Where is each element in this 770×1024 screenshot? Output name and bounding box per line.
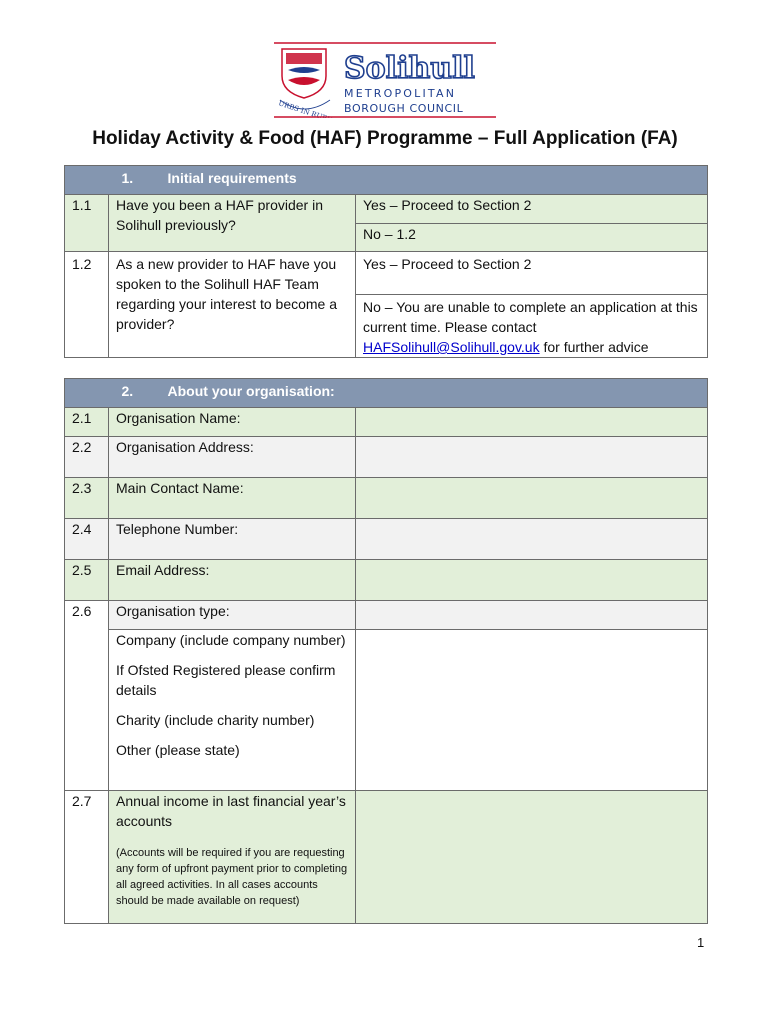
option-other: Other (please state): [116, 742, 240, 758]
email-address-field[interactable]: [356, 560, 708, 601]
option-company: Company (include company number): [116, 632, 346, 648]
table-row: 2.2 Organisation Address:: [65, 437, 708, 478]
table-row: 2.4 Telephone Number:: [65, 519, 708, 560]
page-number: 1: [697, 935, 705, 950]
table-row: 2.1 Organisation Name:: [65, 408, 708, 437]
council-crest-icon: [274, 42, 496, 118]
table-row: 1.2 As a new provider to HAF have you spoken to the Solihull HAF Team regarding your interest to become a provider? Yes – Proceed to Section 2: [65, 252, 708, 295]
section-1-table: [64, 165, 708, 358]
svg-text:URBS IN RURE: URBS IN RURE: [277, 99, 334, 118]
answer-no-option: No – You are unable to complete an application at this current time. Please contact HAFSolihull@Solihull.gov.uk for further advice: [356, 295, 708, 358]
answer-yes-option[interactable]: Yes – Proceed to Section 2: [356, 195, 708, 224]
answer-yes-option[interactable]: Yes – Proceed to Section 2: [356, 252, 708, 295]
question-1-1: Have you been a HAF provider in Solihull previously?: [109, 195, 356, 252]
table-row: 2.3 Main Contact Name:: [65, 478, 708, 519]
section-1-header: 1. Initial requirements: [65, 166, 708, 195]
svg-text:BOROUGH COUNCIL: BOROUGH COUNCIL: [344, 102, 464, 115]
answer-no-option[interactable]: No – 1.2: [356, 223, 708, 252]
solihull-council-logo: [274, 42, 496, 118]
telephone-number-field[interactable]: [356, 519, 708, 560]
organisation-type-field[interactable]: [356, 601, 708, 630]
table-row: 1.1 Have you been a HAF provider in Solihull previously? Yes – Proceed to Section 2: [65, 195, 708, 224]
logo-name: Solihull: [344, 51, 475, 86]
section-2-header: 2. About your organisation:: [65, 379, 708, 408]
table-row: 2.7 Annual income in last financial year’s accounts (Accounts will be required if you are requesting any form of upfront payment prior to completing all agreed activities. In all cases accounts should be made available on request): [65, 791, 708, 924]
organisation-type-options: [109, 630, 356, 791]
haf-email-link[interactable]: HAFSolihull@Solihull.gov.uk: [363, 339, 540, 355]
section-2-heading: About your organisation:: [167, 383, 335, 399]
annual-income-field[interactable]: [356, 791, 708, 924]
organisation-name-field[interactable]: [356, 408, 708, 437]
main-contact-name-field[interactable]: [356, 478, 708, 519]
option-ofsted: If Ofsted Registered please confirm details: [116, 662, 336, 698]
section-1-heading: Initial requirements: [167, 170, 297, 186]
table-row: [65, 630, 708, 791]
table-row: 2.5 Email Address:: [65, 560, 708, 601]
organisation-type-details-field[interactable]: [356, 630, 708, 791]
organisation-address-field[interactable]: [356, 437, 708, 478]
option-charity: Charity (include charity number): [116, 712, 315, 728]
table-row: 2.6 Organisation type:: [65, 601, 708, 630]
page-title: Holiday Activity & Food (HAF) Programme – Full Application (FA): [92, 128, 678, 149]
question-1-2: As a new provider to HAF have you spoken to the Solihull HAF Team regarding your interest to become a provider?: [109, 252, 356, 358]
section-2-table: [64, 378, 708, 924]
annual-income-label: Annual income in last financial year’s accounts: [116, 793, 346, 829]
svg-text:METROPOLITAN: METROPOLITAN: [344, 87, 457, 100]
accounts-note: (Accounts will be required if you are requesting any form of upfront payment prior to completing all agreed activities. In all cases accounts should be made available on request): [116, 847, 348, 907]
